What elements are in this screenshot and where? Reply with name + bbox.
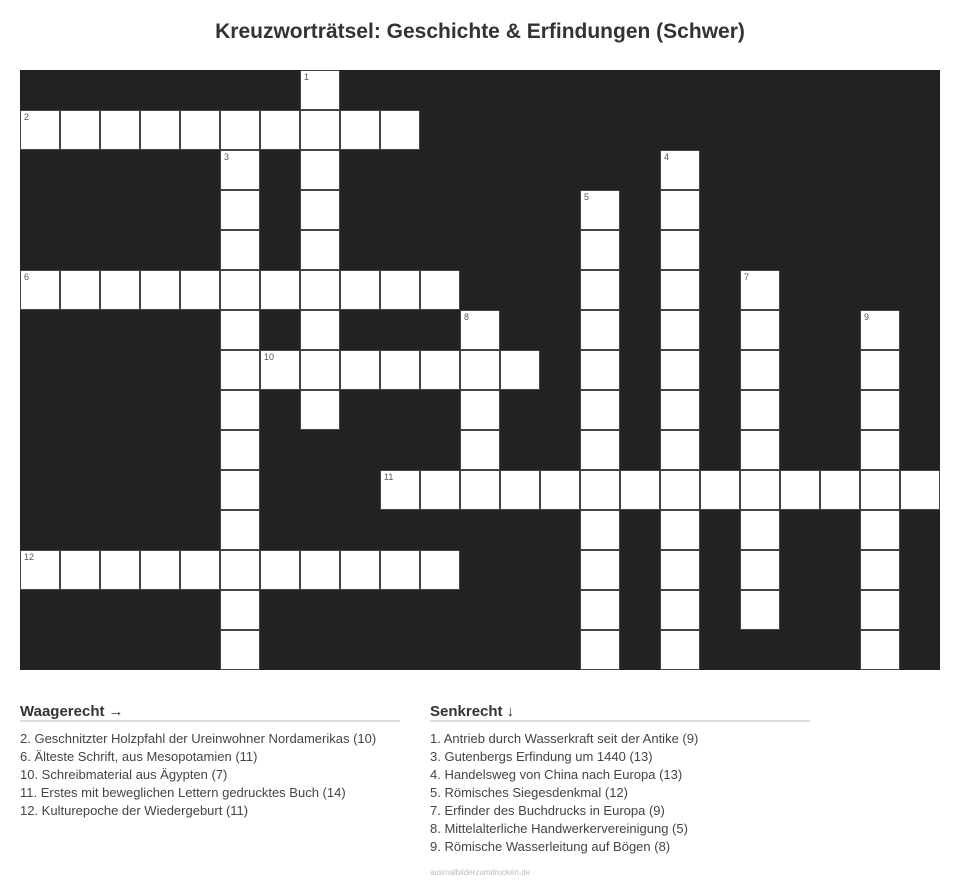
grid-cell[interactable] (300, 390, 340, 430)
grid-cell[interactable] (740, 590, 780, 630)
clue-number: 5 (584, 192, 590, 202)
grid-cell[interactable] (220, 150, 260, 190)
grid-cell[interactable] (740, 310, 780, 350)
grid-cell[interactable] (460, 430, 500, 470)
clue-number: 6 (24, 272, 30, 282)
grid-cell[interactable] (260, 350, 300, 390)
grid-cell[interactable] (460, 310, 500, 350)
clue-number: 2 (24, 112, 30, 122)
down-arrow-icon: ↓ (506, 703, 515, 720)
grid-cell[interactable] (740, 550, 780, 590)
across-clue-list (20, 730, 400, 820)
grid-cell[interactable] (860, 590, 900, 630)
across-heading (20, 703, 400, 722)
grid-cell[interactable] (140, 270, 180, 310)
grid-cell[interactable] (140, 550, 180, 590)
grid-cell[interactable] (220, 430, 260, 470)
grid-cell[interactable] (460, 390, 500, 430)
down-clue: 1. Antrieb durch Wasserkraft seit der Antike (9) (430, 731, 699, 746)
grid-cell[interactable] (860, 630, 900, 670)
down-clue: 8. Mittelalterliche Handwerkervereinigung (5) (430, 821, 688, 836)
grid-cell[interactable] (340, 270, 380, 310)
grid-cell[interactable] (660, 630, 700, 670)
across-clue: 12. Kulturepoche der Wiedergeburt (11) (20, 803, 249, 818)
grid-cell[interactable] (860, 310, 900, 350)
grid-cell[interactable] (300, 310, 340, 350)
grid-cell[interactable] (500, 470, 540, 510)
grid-cell[interactable] (420, 270, 460, 310)
grid-cell[interactable] (660, 590, 700, 630)
grid-cell[interactable] (300, 350, 340, 390)
grid-cell[interactable] (300, 150, 340, 190)
grid-cell[interactable] (100, 550, 140, 590)
grid-cell[interactable] (580, 430, 620, 470)
grid-cell[interactable] (580, 630, 620, 670)
grid-cell[interactable] (220, 270, 260, 310)
grid-cell[interactable] (820, 470, 860, 510)
grid-cell[interactable] (660, 270, 700, 310)
grid-cell[interactable] (860, 510, 900, 550)
grid-cell[interactable] (340, 350, 380, 390)
grid-cell[interactable] (580, 350, 620, 390)
grid-cell[interactable] (900, 470, 940, 510)
grid-cell[interactable] (460, 350, 500, 390)
grid-cell[interactable] (660, 230, 700, 270)
grid-cell[interactable] (300, 110, 340, 150)
grid-cell[interactable] (100, 270, 140, 310)
grid-cell[interactable] (740, 510, 780, 550)
grid-cell[interactable] (100, 110, 140, 150)
down-clue: 5. Römisches Siegesdenkmal (12) (430, 785, 628, 800)
grid-cell[interactable] (860, 350, 900, 390)
across-clue: 2. Geschnitzter Holzpfahl der Ureinwohner Nordamerikas (10) (20, 731, 377, 746)
clue-number: 7 (744, 272, 750, 282)
grid-cell[interactable] (580, 470, 620, 510)
grid-cell[interactable] (660, 350, 700, 390)
grid-cell[interactable] (580, 590, 620, 630)
grid-cell[interactable] (860, 430, 900, 470)
grid-cell[interactable] (260, 270, 300, 310)
down-heading (430, 703, 810, 722)
across-clue: 10. Schreibmaterial aus Ägypten (7) (20, 767, 228, 782)
across-heading-label: Waagerecht (20, 703, 105, 720)
grid-cell[interactable] (860, 470, 900, 510)
grid-cell[interactable] (860, 390, 900, 430)
grid-cell[interactable] (660, 430, 700, 470)
grid-cell[interactable] (340, 110, 380, 150)
across-clues-panel (20, 703, 400, 820)
grid-cell[interactable] (380, 270, 420, 310)
grid-cell[interactable] (660, 510, 700, 550)
grid-cell[interactable] (180, 270, 220, 310)
down-clue: 3. Gutenbergs Erfindung um 1440 (13) (430, 749, 653, 764)
grid-cell[interactable] (660, 150, 700, 190)
grid-cell[interactable] (220, 310, 260, 350)
grid-cell[interactable] (20, 110, 60, 150)
across-clue: 11. Erstes mit beweglichen Lettern gedrucktes Buch (14) (20, 785, 346, 800)
grid-cell[interactable] (300, 190, 340, 230)
grid-cell[interactable] (420, 350, 460, 390)
grid-cell[interactable] (660, 390, 700, 430)
grid-cell[interactable] (220, 550, 260, 590)
grid-cell[interactable] (60, 270, 100, 310)
grid-cell[interactable] (300, 70, 340, 110)
grid-cell[interactable] (780, 470, 820, 510)
down-clue: 7. Erfinder des Buchdrucks in Europa (9) (430, 803, 665, 818)
page-title: Kreuzworträtsel: Geschichte & Erfindungen (Schwer) (215, 20, 745, 43)
grid-cell[interactable] (220, 230, 260, 270)
grid-cell[interactable] (420, 470, 460, 510)
grid-cell[interactable] (380, 550, 420, 590)
grid-cell[interactable] (700, 470, 740, 510)
grid-cell[interactable] (740, 470, 780, 510)
grid-cell[interactable] (380, 470, 420, 510)
grid-cell[interactable] (740, 270, 780, 310)
right-arrow-icon: → (108, 703, 124, 720)
grid-cell[interactable] (220, 590, 260, 630)
grid-cell[interactable] (300, 550, 340, 590)
grid-cell[interactable] (860, 550, 900, 590)
grid-cell[interactable] (140, 110, 180, 150)
grid-cell[interactable] (220, 350, 260, 390)
grid-cell[interactable] (660, 470, 700, 510)
down-clue-list (430, 730, 810, 856)
crossword-grid (20, 70, 940, 670)
grid-cell[interactable] (60, 550, 100, 590)
down-heading-label: Senkrecht (430, 703, 503, 720)
grid-cell[interactable] (740, 390, 780, 430)
grid-cell[interactable] (340, 550, 380, 590)
grid-cell[interactable] (180, 550, 220, 590)
grid-cell[interactable] (740, 350, 780, 390)
down-clues-panel (430, 703, 810, 856)
watermark: ausmalbilderzumdrucken.de (430, 868, 531, 877)
clue-number: 4 (664, 152, 670, 162)
grid-cell[interactable] (20, 270, 60, 310)
grid-cell[interactable] (380, 110, 420, 150)
grid-cell[interactable] (220, 190, 260, 230)
clue-number: 9 (864, 312, 870, 322)
clue-number: 8 (464, 312, 470, 322)
grid-cell[interactable] (740, 430, 780, 470)
grid-cell[interactable] (180, 110, 220, 150)
grid-cell[interactable] (580, 230, 620, 270)
grid-cell[interactable] (220, 110, 260, 150)
grid-cell[interactable] (300, 230, 340, 270)
across-clue: 6. Älteste Schrift, aus Mesopotamien (11) (20, 749, 258, 764)
grid-cell[interactable] (300, 270, 340, 310)
grid-cell[interactable] (260, 110, 300, 150)
grid-cell[interactable] (580, 510, 620, 550)
grid-cell[interactable] (660, 310, 700, 350)
clue-number: 10 (264, 352, 275, 362)
down-clue: 4. Handelsweg von China nach Europa (13) (430, 767, 683, 782)
grid-cell[interactable] (220, 510, 260, 550)
grid-cell[interactable] (220, 470, 260, 510)
grid-cell[interactable] (220, 630, 260, 670)
grid-cell[interactable] (580, 310, 620, 350)
grid-cell[interactable] (660, 550, 700, 590)
grid-cell[interactable] (540, 470, 580, 510)
grid-cell[interactable] (60, 110, 100, 150)
clue-number: 1 (304, 72, 310, 82)
grid-cell[interactable] (220, 390, 260, 430)
grid-cell[interactable] (500, 350, 540, 390)
grid-cell[interactable] (460, 470, 500, 510)
grid-cell[interactable] (420, 550, 460, 590)
grid-cell[interactable] (660, 190, 700, 230)
clue-number: 12 (24, 552, 35, 562)
grid-cell[interactable] (380, 350, 420, 390)
clue-number: 3 (224, 152, 230, 162)
grid-cell[interactable] (580, 550, 620, 590)
grid-cell[interactable] (620, 470, 660, 510)
down-clue: 9. Römische Wasserleitung auf Bögen (8) (430, 839, 671, 854)
grid-cell[interactable] (20, 550, 60, 590)
grid-cell[interactable] (580, 190, 620, 230)
grid-cell[interactable] (580, 270, 620, 310)
grid-cell[interactable] (260, 550, 300, 590)
grid-cell[interactable] (580, 390, 620, 430)
clue-number: 11 (384, 472, 394, 482)
